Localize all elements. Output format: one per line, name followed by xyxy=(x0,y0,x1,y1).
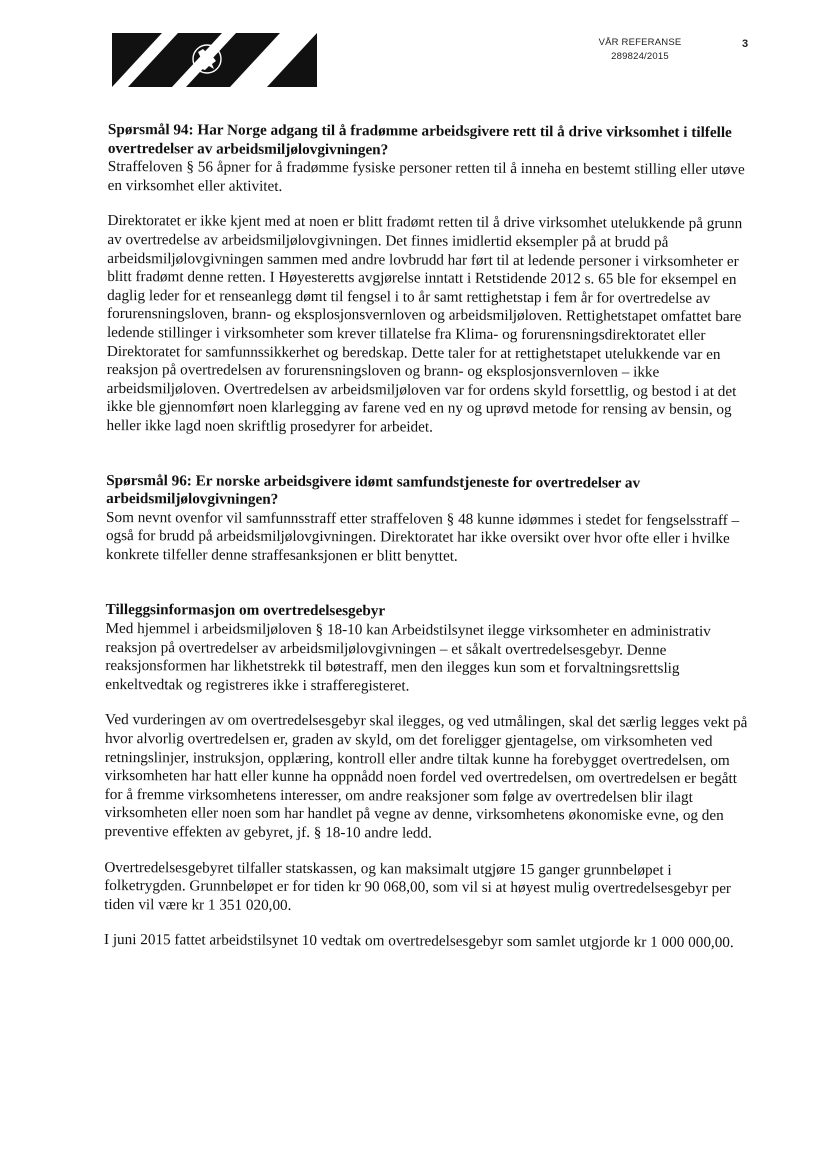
section-heading: Spørsmål 94: Har Norge adgang til å fradømme arbeidsgivere rett til å drive virksomhet i tilfelle overtredelser av arbeidsmiljølovgivningen? xyxy=(107,121,732,158)
page-number: 3 xyxy=(742,38,749,50)
document-body xyxy=(104,121,756,953)
paragraph: Ved vurderingen av om overtredelsesgebyr skal ilegges, og ved utmålingen, skal det særlig legges vekt på hvor alvorlig overtredelsen er, graden av skyld, om det foreligger gjentagelse, om virksomheten ved retningslinjer, instruksjon, opplæring, kontroll eller andre tiltak kunne ha forebygget overtredelsen, om virksomheten har hatt eller kunne ha oppnådd noen fordel ved overtredelsen, om overtredelsen er begått for å fremme virksomhetens interesser, om andre reaksjoner som følge av overtredelsen blir ilagt virksomheten eller noen som har handlet på vegne av denne, virksomhetens økonomiske evne, og den preventive effekten av gebyret, jf. § 18-10 andre ledd. xyxy=(104,711,748,842)
section-additional-info xyxy=(104,601,754,953)
section-heading: Tilleggsinformasjon om overtredelsesgebyr xyxy=(105,601,386,620)
section-question-94 xyxy=(106,121,756,439)
section-question-96 xyxy=(106,471,754,567)
paragraph: Direktoratet er ikke kjent med at noen er blitt fradømt retten til å drive virksomhet utelukkende på grunn av overtredelse av arbeidsmiljølovgivningen. Det finnes imidlertid eksempler på at brudd på arbeidsmiljølovgivningen sammen med andre lovbrudd har ført til at ledende personer i virksomheter er blitt fradømt denne retten. I Høyesteretts avgjørelse inntatt i Retstidende 2012 s. 65 ble for eksempel en daglig leder for et renseanlegg dømt til fengsel i to år samt rettighetstap i fem år for overtredelse av forurensningsloven, brann- og eksplosjonsvernloven og arbeidsmiljøloven. Rettighetstapet omfattet bare ledende stillinger i virksomheter som krever tillatelse fra Klima- og forurensningsdirektoratet eller Direktoratet for samfunnssikkerhet og beredskap. Dette taler for at rettighetstapet utelukkende var en reaksjon på overtredelsen av forurensningsloven og brann- og eksplosjonsvernloven – ikke arbeidsmiljøloven. Overtredelsen av arbeidsmiljøloven var for ordens skyld forsettlig, og bestod i at det ikke ble gjennomført noen klarlegging av farene ved en ny og uprøvd metode for rensing av bensin, og heller ikke lagd noen skriftlig prosedyrer for arbeidet. xyxy=(106,212,743,436)
reference-number: 289824/2015 xyxy=(611,51,669,62)
paragraph: I juni 2015 fattet arbeidstilsynet 10 vedtak om overtredelsesgebyr som samlet utgjorde kr 1 000 000,00. xyxy=(103,931,734,952)
paragraph: Overtredelsesgebyret tilfaller statskassen, og kan maksimalt utgjøre 15 ganger grunnbeløpet i folketrygden. Grunnbeløpet er for tiden kr 90 068,00, som vil si at høyest mulig overtredelsesgebyr per tiden vil være kr 1 351 020,00. xyxy=(104,858,732,914)
paragraph: Straffeloven § 56 åpner for å fradømme fysiske personer retten til å inneha en bestemt stilling eller utøve en virksomhet eller aktivitet. xyxy=(107,158,745,195)
section-heading: Spørsmål 96: Er norske arbeidsgivere idømt samfundstjeneste for overtredelser av arbeidsmiljølovgivningen? xyxy=(106,471,641,508)
government-logo-icon xyxy=(112,33,320,87)
paragraph: Som nevnt ovenfor vil samfunnsstraff etter straffeloven § 48 kunne idømmes i stedet for fengselsstraff – også for brudd på arbeidsmiljølovgivningen. Direktoratet har ikke oversikt over hvor ofte eller i hvilke konkrete tilfeller denne straffesanksjonen er blitt benyttet. xyxy=(105,508,740,565)
paragraph: Med hjemmel i arbeidsmiljøloven § 18-10 kan Arbeidstilsynet ilegge virksomheter en administrativ reaksjon på overtredelser av arbeidsmiljølovgivningen – et såkalt overtredelsesgebyr. Denne reaksjonsformen har likhetstrekk til bøtestraff, men den ilegges kun som et forvaltningsrettslig enkeltvedtak og registreres ikke i strafferegisteret. xyxy=(105,620,711,695)
reference-label: VÅR REFERANSE xyxy=(598,37,682,48)
reference-block xyxy=(575,36,705,64)
